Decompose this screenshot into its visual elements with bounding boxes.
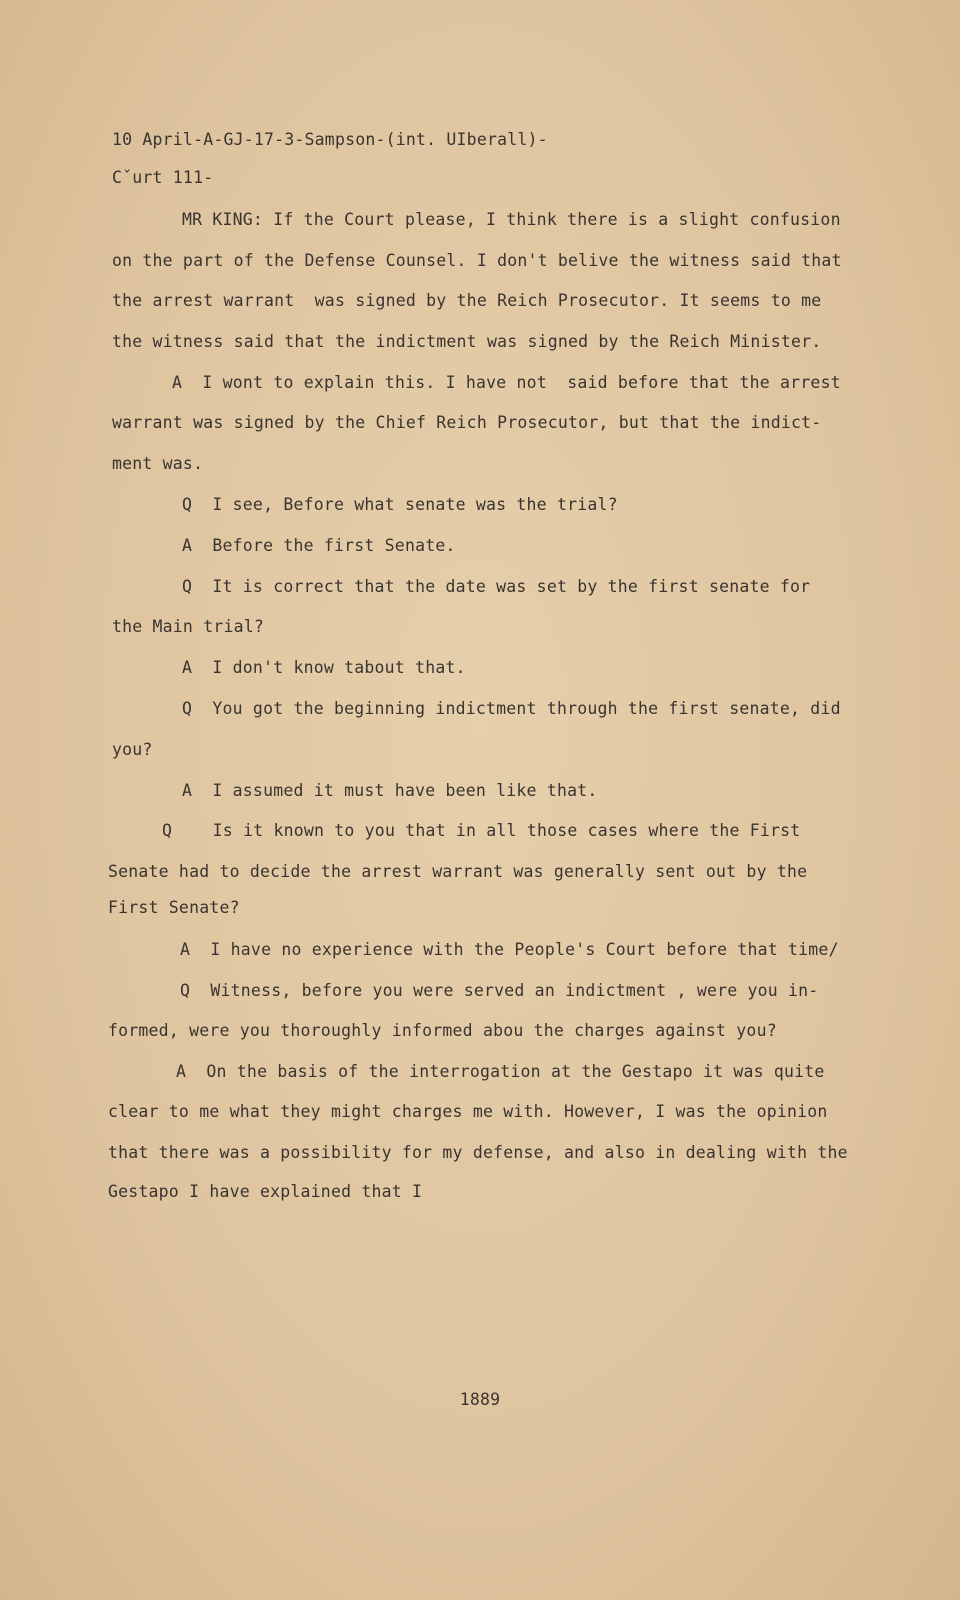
text-line: A On the basis of the interrogation at the Gestapo it was quite (176, 1062, 825, 1081)
text-line: A I have no experience with the People's Court before that time/ (180, 940, 839, 959)
header-line: Cˇurt 111- (112, 168, 214, 187)
page-number: 1889 (459, 1390, 501, 1409)
text-line: Q It is correct that the date was set by the first senate for (182, 577, 811, 596)
text-line: A I don't know tabout that. (182, 658, 466, 677)
text-line: warrant was signed by the Chief Reich Prosecutor, but that the indict- (112, 413, 822, 432)
header-line: 10 April-A-GJ-17-3-Sampson-(int. UIberall)- (112, 130, 548, 149)
text-line: on the part of the Defense Counsel. I don't belive the witness said that (112, 251, 842, 270)
text-line: Q You got the beginning indictment through the first senate, did (182, 699, 841, 718)
text-line: you? (112, 740, 153, 759)
text-line: that there was a possibility for my defense, and also in dealing with the (108, 1143, 848, 1162)
text-line: Q I see, Before what senate was the trial? (182, 495, 618, 514)
text-line: Q Is it known to you that in all those cases where the First (162, 821, 801, 840)
text-line: Senate had to decide the arrest warrant was generally sent out by the (108, 862, 808, 881)
text-line: Gestapo I have explained that I (108, 1182, 423, 1201)
text-line: the arrest warrant was signed by the Reich Prosecutor. It seems to me (112, 291, 822, 310)
text-line: clear to me what they might charges me with. However, I was the opinion (108, 1102, 828, 1121)
text-line: the Main trial? (112, 617, 265, 636)
text-line: ment was. (112, 454, 204, 473)
text-line: Q Witness, before you were served an indictment , were you in- (180, 981, 819, 1000)
text-line: A I wont to explain this. I have not said before that the arrest (172, 373, 841, 392)
text-line: A I assumed it must have been like that. (182, 781, 598, 800)
text-line: formed, were you thoroughly informed abou the charges against you? (108, 1021, 777, 1040)
text-line: MR KING: If the Court please, I think there is a slight confusion (182, 210, 841, 229)
text-line: A Before the first Senate. (182, 536, 456, 555)
text-line: the witness said that the indictment was signed by the Reich Minister. (112, 332, 822, 351)
text-line: First Senate? (108, 898, 240, 917)
